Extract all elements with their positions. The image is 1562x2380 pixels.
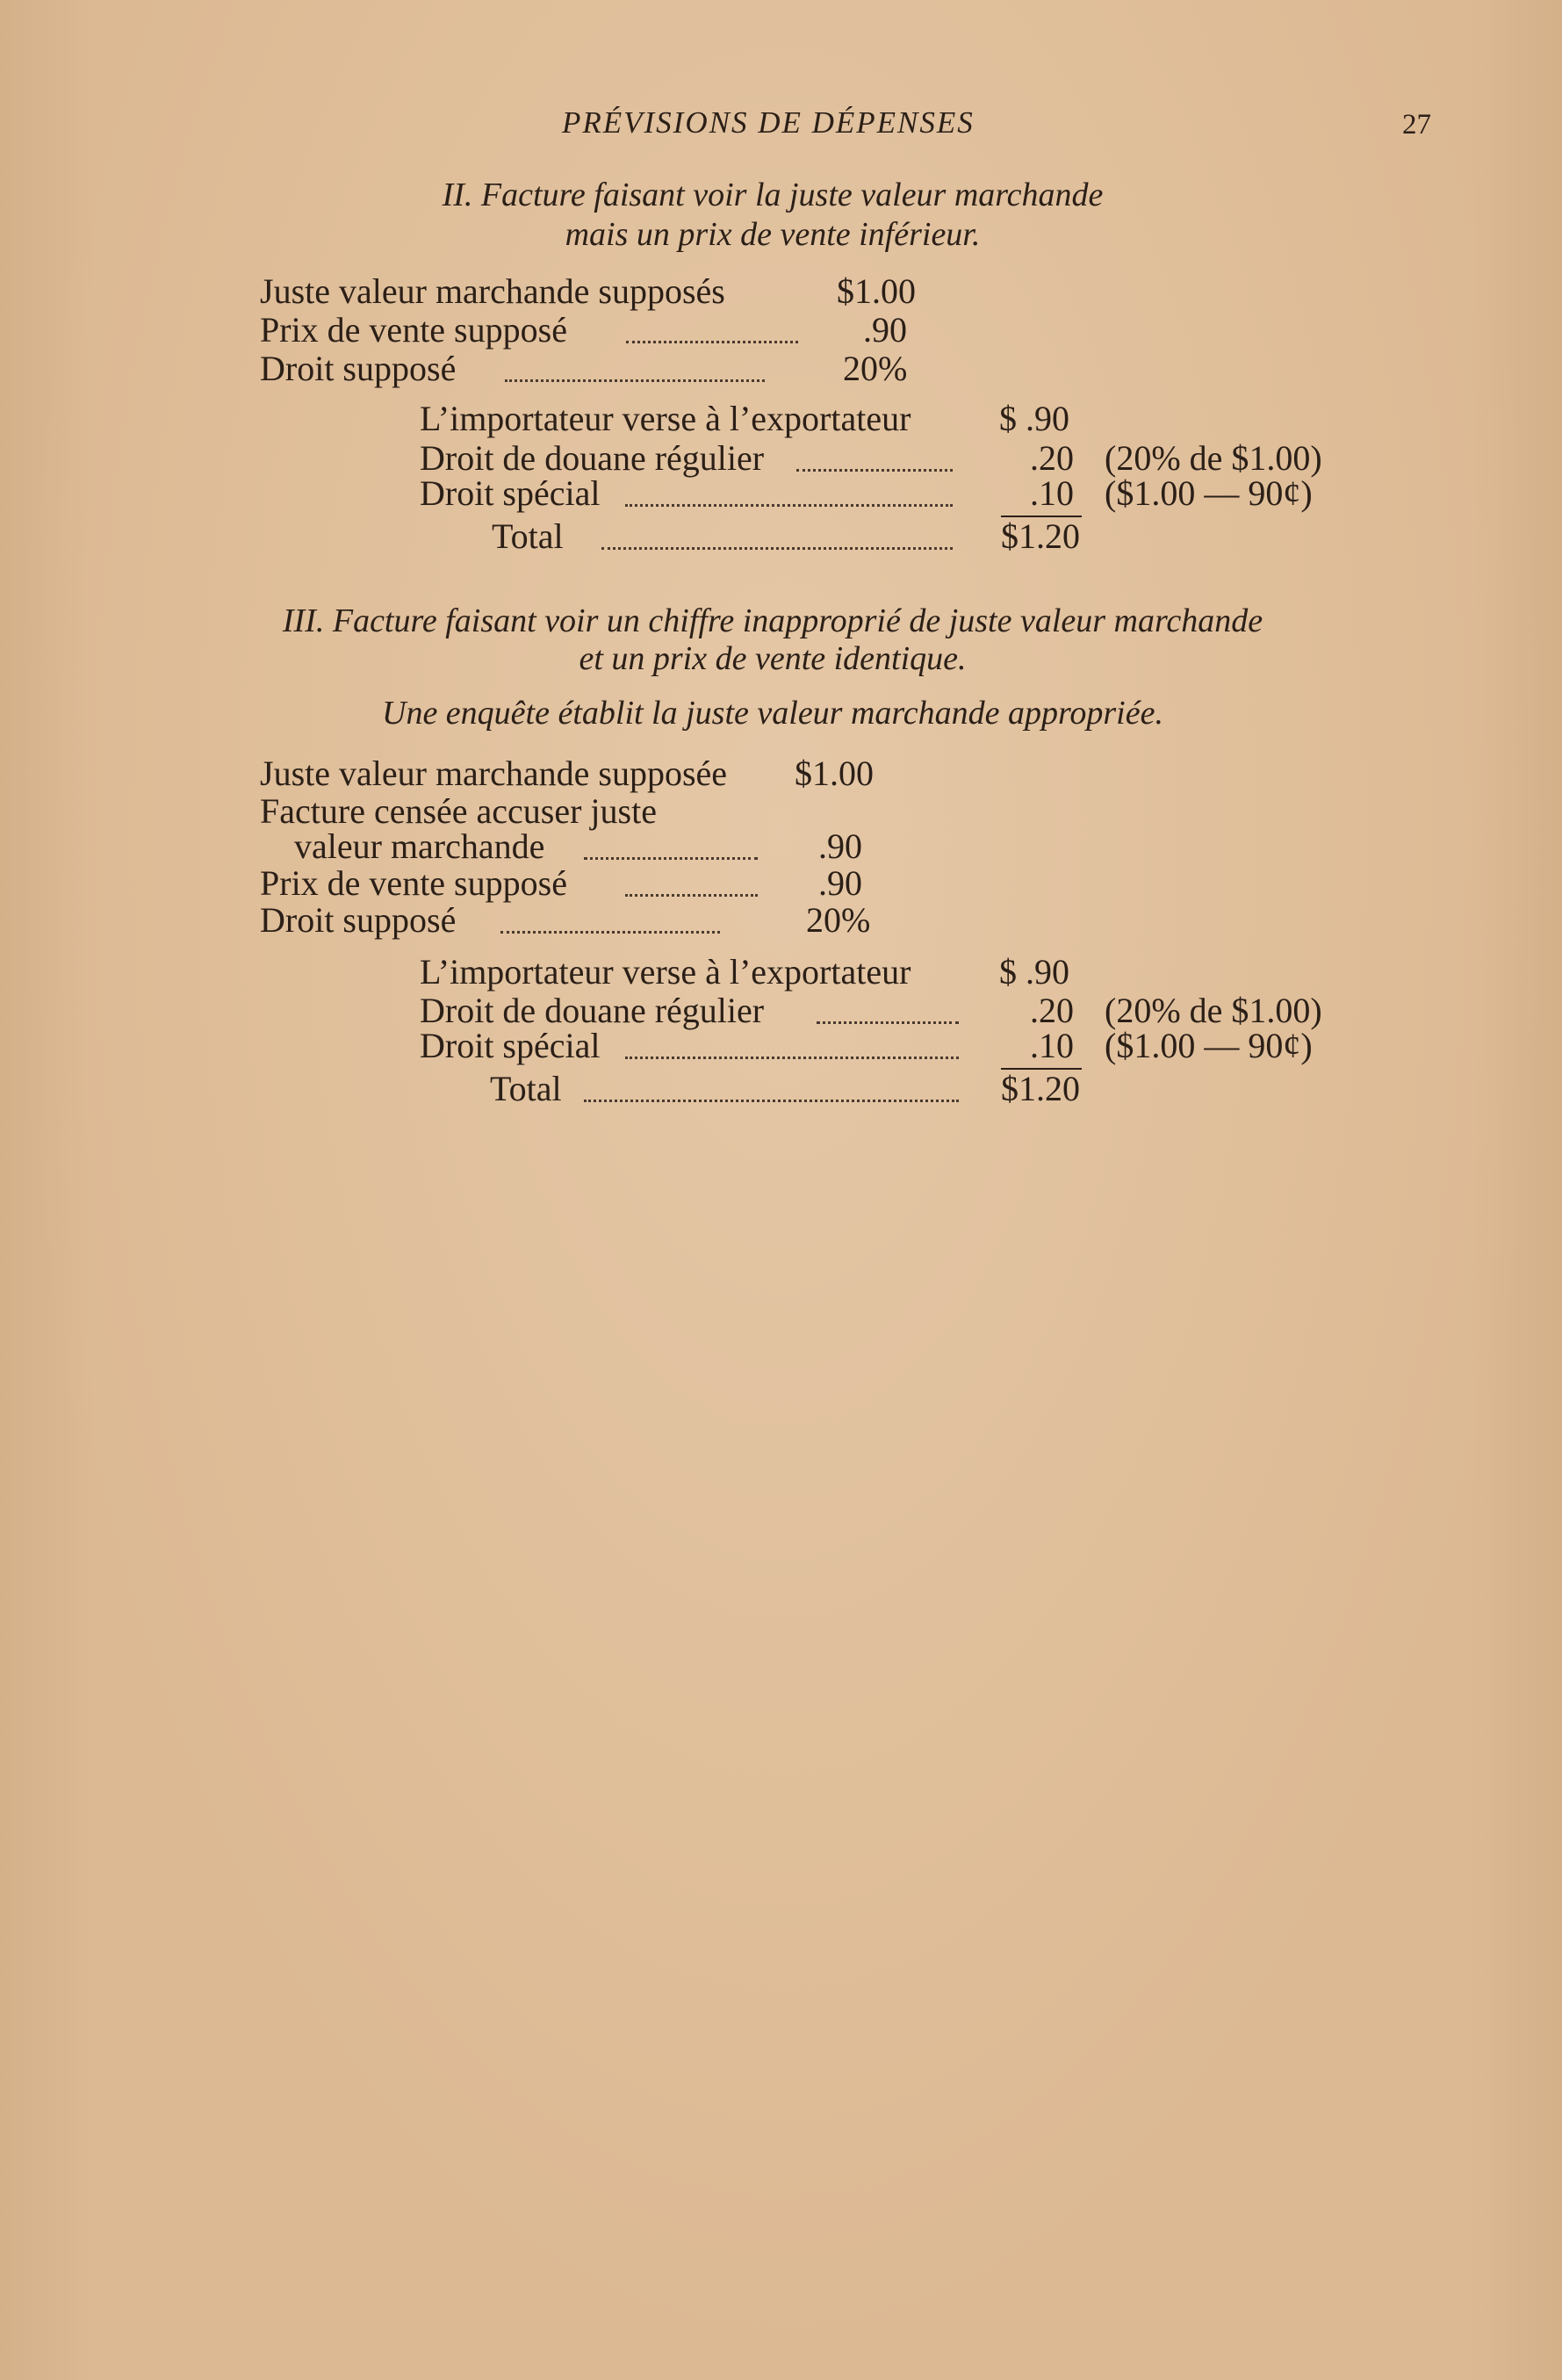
section-2-payment-value: .20: [1030, 438, 1074, 478]
section-3-assumption-value: .90: [818, 863, 862, 903]
section-3-total-value: $1.20: [1001, 1069, 1080, 1108]
dot-leader: [500, 931, 720, 934]
section-3-payment-note: (20% de $1.00): [1105, 991, 1322, 1030]
section-3-assumption-value: .90: [818, 826, 862, 866]
section-2-payment-label: L’importateur verse à l’exportateur: [420, 399, 911, 438]
section-3-assumption-label: valeur marchande: [294, 826, 545, 866]
dot-leader: [625, 1057, 959, 1059]
section-3-assumption-value: 20%: [806, 900, 871, 940]
section-2-heading-line1: II. Facture faisant voir la juste valeur marchande: [442, 177, 1104, 213]
section-2-payment-label: Droit de douane régulier: [420, 438, 765, 478]
section-3-payment-value: .10: [1030, 1026, 1074, 1065]
dot-leader: [601, 547, 953, 550]
dot-leader: [817, 1021, 959, 1024]
section-2-total-value: $1.20: [1001, 516, 1080, 556]
section-2-assumption-label: Prix de vente supposé: [260, 310, 567, 350]
section-2-heading-line2: mais un prix de vente inférieur.: [565, 216, 981, 253]
section-3-payment-label: Droit de douane régulier: [420, 991, 765, 1030]
section-2-assumption-value: .90: [863, 310, 907, 350]
section-2-assumption-value: 20%: [843, 349, 908, 388]
section-3-payment-label: L’importateur verse à l’exportateur: [420, 952, 911, 992]
section-3-assumption-label: Facture censée accuser juste: [260, 791, 657, 831]
section-2-assumption-label: Droit supposé: [260, 349, 457, 388]
section-2-assumption-label: Juste valeur marchande supposés: [260, 271, 725, 311]
section-3-assumption-value: $1.00: [795, 754, 874, 793]
section-3-payment-label: Droit spécial: [420, 1026, 601, 1065]
section-3-heading-line2: et un prix de vente identique.: [579, 640, 967, 677]
section-2-total-label: Total: [492, 516, 564, 556]
section-3-payment-value: $ .90: [999, 952, 1069, 992]
dot-leader: [584, 1100, 959, 1102]
section-2-assumption-value: $1.00: [837, 271, 916, 311]
page-number: 27: [1402, 109, 1431, 141]
section-2-payment-label: Droit spécial: [420, 473, 601, 513]
section-3-payment-value: .20: [1030, 991, 1074, 1030]
section-2-payment-note: (20% de $1.00): [1105, 438, 1322, 478]
section-3-assumption-label: Droit supposé: [260, 900, 457, 940]
section-2-payment-value: $ .90: [999, 399, 1069, 438]
dot-leader: [796, 469, 953, 472]
dot-leader: [584, 857, 758, 860]
section-3-subheading: Une enquête établit la juste valeur marchande appropriée.: [382, 695, 1163, 732]
section-3-assumption-label: Juste valeur marchande supposée: [260, 754, 728, 793]
section-3-total-label: Total: [490, 1069, 562, 1108]
section-3-payment-note: ($1.00 — 90¢): [1105, 1026, 1313, 1065]
section-3-assumption-label: Prix de vente supposé: [260, 863, 567, 903]
dot-leader: [625, 894, 758, 897]
running-header-title: PRÉVISIONS DE DÉPENSES: [562, 105, 975, 140]
section-2-payment-value: .10: [1030, 473, 1074, 513]
dot-leader: [625, 504, 953, 507]
section-2-payment-note: ($1.00 — 90¢): [1105, 473, 1313, 513]
section-3-heading-line1: III. Facture faisant voir un chiffre inapproprié de juste valeur marchande: [282, 602, 1263, 639]
dot-leader: [505, 379, 765, 382]
dot-leader: [626, 341, 798, 343]
